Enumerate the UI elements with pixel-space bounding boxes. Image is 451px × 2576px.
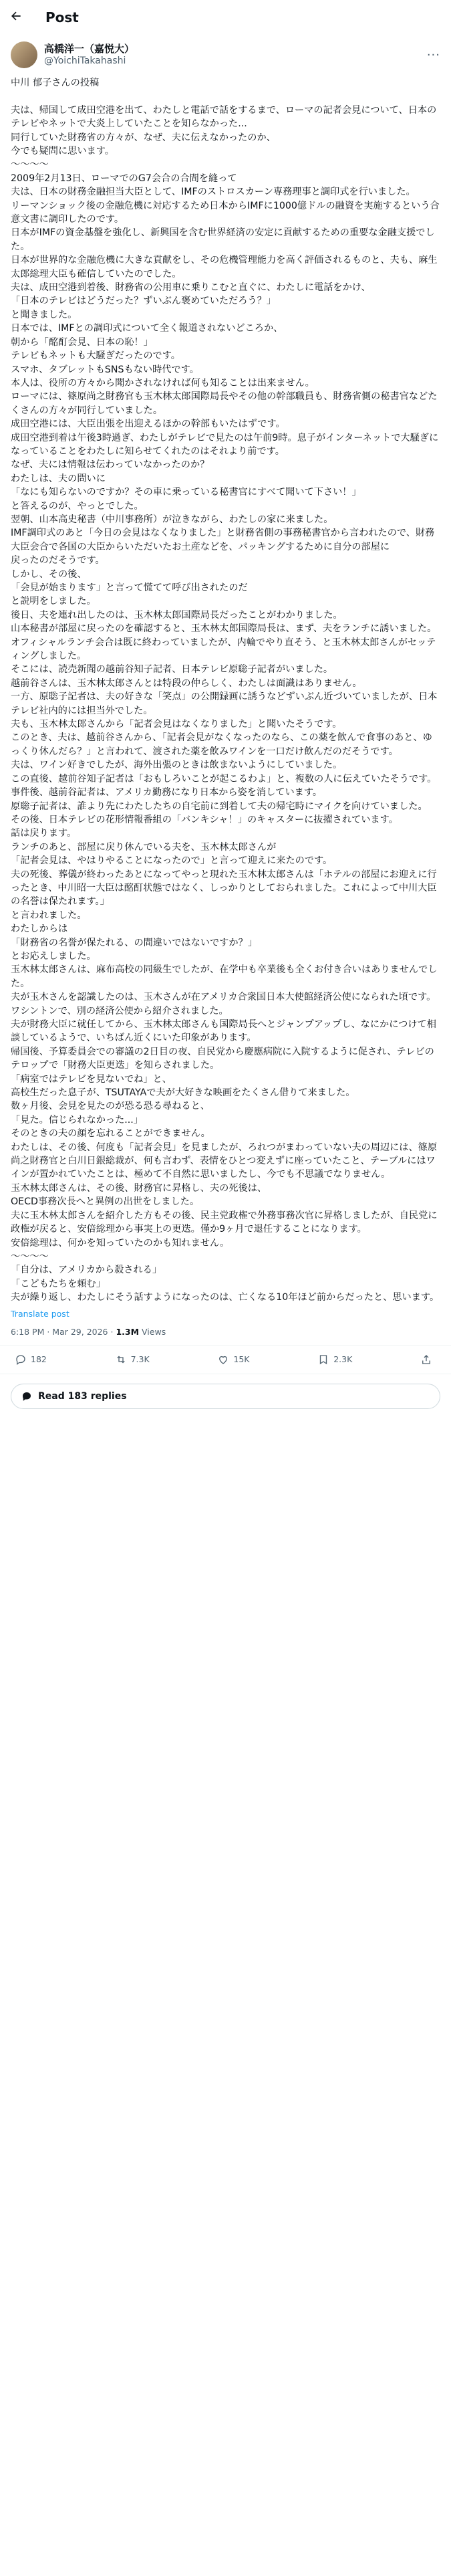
post-text-line: 「なにも知らないのですか？その車に乗っている秘書官にすべて聞いて下さい！」 bbox=[11, 487, 361, 498]
post-text-line: OECD事務次長へと異例の出世をしました。 bbox=[11, 1196, 200, 1208]
post-text-line: 夫に玉木林太郎さんを紹介した方もその後、民主党政権で外務事務次官に昇格しましたが、自民党に政権が戻ると、安倍総理から事実上の更迭。僅か9ヶ月で退任することになります。 bbox=[11, 1210, 438, 1235]
post-text-line: 原聡子記者は、誰より先にわたしたちの自宅前に到着して夫の帰宅時にマイクを向けていました。 bbox=[11, 800, 428, 812]
post-text-line: と答えるのが、やっとでした。 bbox=[11, 500, 144, 512]
post-text-line: 高校生だった息子が、TSUTAYAで夫が大好きな映画をたくさん借りて来ました。 bbox=[11, 1087, 355, 1099]
post-text-line: 越前谷さんは、玉木林太郎さんとは特段の仲らしく、わたしは面識はありません。 bbox=[11, 677, 362, 689]
post-text-line: ランチのあと、部屋に戻り休んでいる夫を、玉木林太郎さんが bbox=[11, 841, 277, 853]
post-text-line bbox=[11, 90, 440, 103]
post-text-line: 「自分は、アメリカから殺される」 bbox=[11, 1265, 162, 1276]
like-count: 15K bbox=[233, 1354, 250, 1365]
back-button[interactable] bbox=[9, 4, 36, 31]
post-text-line: 中川 郁子さんの投稿 bbox=[11, 78, 100, 88]
post-text-line: わたしは、夫の問いに bbox=[11, 473, 106, 484]
replies-section bbox=[0, 1374, 451, 1418]
post-text-line: 同行していた財務省の方々が、なぜ、夫に伝えなかったのか、 bbox=[11, 132, 276, 143]
post-text-line: 一方、原聡子記者は、夫の好きな「笑点」の公開録画に誘うなどずいぶん近づいていましたが、日本テレビ社内的には担当外でした。 bbox=[11, 691, 438, 716]
reply-icon bbox=[15, 1354, 27, 1366]
post-text-line: 話は戻ります。 bbox=[11, 828, 77, 839]
post-text-line: その後、日本テレビの花形情報番組の「バンキシャ！」のキャスターに抜擢されています。 bbox=[11, 814, 398, 825]
post-text-line: 「会見が始まります」と言って慌てて呼び出されたのだ bbox=[11, 582, 248, 594]
post-text-line: 戻ったのだそうです。 bbox=[11, 555, 105, 566]
read-replies-button[interactable] bbox=[11, 1384, 440, 1409]
post-text bbox=[11, 76, 440, 1305]
back-arrow-icon bbox=[9, 9, 23, 25]
post-text-line: 夫は、成田空港到着後、財務省の公用車に乗りこむと直ぐに、わたしに電話をかけ、 bbox=[11, 282, 371, 294]
post-text-line: しかし、その後、 bbox=[11, 568, 87, 580]
post-text-line: 夫の死後、葬儀が終わったあとになってやっと現れた玉木林太郎さんは「ホテルの部屋にお迎えに行ったとき、中川昭一大臣は酩酊状態ではなく、しっかりとしておられました。これによって中川大臣の名誉は保たれます。」 bbox=[11, 869, 437, 907]
post-text-line: 山本秘書が部屋に戻ったのを確認すると、玉木林太郎国際局長は、まず、夫をランチに誘いました。 bbox=[11, 623, 437, 635]
post-text-line: 「記者会見は、やはりやることになったので」と言って迎えに来たのです。 bbox=[11, 855, 333, 867]
share-icon bbox=[420, 1354, 432, 1366]
post-text-line: と説明をしました。 bbox=[11, 596, 96, 607]
author-names bbox=[44, 43, 134, 67]
avatar[interactable] bbox=[11, 41, 37, 68]
post-text-line: スマホ、タブレットもSNSもない時代です。 bbox=[11, 364, 199, 375]
post-text-line: 成田空港到着は午後3時過ぎ、わたしがテレビで見たのは午前9時。息子がインターネットで大騒ぎになっていることをわたしに知らせてくれたのはそれより前です。 bbox=[11, 432, 439, 457]
post-text-line: 成田空港には、大臣出張を出迎えるほかの幹部もいたはずです。 bbox=[11, 419, 285, 430]
post-text-line: と聞きました。 bbox=[11, 309, 78, 320]
post-text-line: わたしからは bbox=[11, 924, 68, 935]
bookmark-count: 2.3K bbox=[333, 1354, 353, 1365]
post-text-line: ワシントンで、別の経済公使から紹介されました。 bbox=[11, 1005, 229, 1016]
more-options-icon[interactable]: ··· bbox=[426, 47, 440, 62]
post-text-line: 後日、夫を連れ出したのは、玉木林太郎国際局長だったことがわかりました。 bbox=[11, 609, 343, 621]
repost-button[interactable] bbox=[115, 1354, 150, 1366]
views-label: Views bbox=[142, 1326, 166, 1337]
post-text-line: と言われました。 bbox=[11, 909, 87, 921]
post-text-line: 玉木林太郎さんは、その後、財務官に昇格し、夫の死後は、 bbox=[11, 1182, 267, 1194]
post-text-line: 「見た。信じられなかった...」 bbox=[11, 1114, 143, 1125]
post-text-line: 「病室ではテレビを見ないでね」と、 bbox=[11, 1073, 172, 1085]
repost-count: 7.3K bbox=[130, 1354, 150, 1365]
post-text-line: ローマには、篠原尚之財務官も玉木林太郎国際局長やその他の幹部職員も、財務省側の秘書官などたくさんの方々が同行していました。 bbox=[11, 391, 438, 416]
post-text-line: このとき、夫は、越前谷さんから、「記者会見がなくなったのなら、この薬を飲んで食事のあと、ゆっくり休んだら？」と言われて、渡された薬を飲みワインを一口だけ飲んだのだそうです。 bbox=[11, 732, 432, 757]
post-text-line: 2009年2月13日、ローマでのG7会合の合間を縫って bbox=[11, 173, 237, 184]
post-text-line: 夫は、ワイン好きでしたが、海外出張のときは飲まないようにしていました。 bbox=[11, 760, 343, 771]
post-text-line: 今でも疑問に思います。 bbox=[11, 146, 114, 157]
post-text-line: 夫が玉木さんを認識したのは、玉木さんが在アメリカ合衆国日本大使館経済公使になられた頃です。 bbox=[11, 992, 436, 1003]
post-text-line: 「こどもたちを頼む」 bbox=[11, 1278, 106, 1289]
post-text-line: 日本が世界的な金融危機に大きな貢献をし、その危機管理能力を高く評価されるものと、夫も、麻生太郎総理大臣も確信していたのでした。 bbox=[11, 255, 438, 280]
translate-post-link[interactable]: Translate post bbox=[11, 1308, 69, 1319]
post-text-line: 日本では、IMFとの調印式について全く報道されないどころか、 bbox=[11, 323, 283, 334]
post-text-line: とお応えしました。 bbox=[11, 950, 96, 962]
repost-icon bbox=[115, 1354, 127, 1366]
post-text-line: 本人は、役所の方々から聞かされなければ何も知ることは出来ません。 bbox=[11, 377, 315, 389]
post-text-line: 安倍総理は、何かを知っていたのかも知れません。 bbox=[11, 1237, 230, 1249]
post-text-line: テレビもネットも大騒ぎだったのです。 bbox=[11, 350, 180, 362]
post-text-line: 「日本のテレビはどうだった？ずいぶん褒めていただろう？」 bbox=[11, 296, 276, 307]
bookmark-button[interactable] bbox=[317, 1354, 352, 1366]
post-text-line: リーマンショック後の金融危機に対応するため日本からIMFに1000億ドルの融資を実施するという合意文書に調印したのです。 bbox=[11, 200, 440, 225]
post-text-line: なぜ、夫には情報は伝わっていなかったのか？ bbox=[11, 459, 210, 471]
post-text-line: オフィシャルランチ会合は既に終わっていましたが、内輪でやり直そう、と玉木林太郎さんがセッティングしました。 bbox=[11, 637, 436, 662]
post-text-line: この直後、越前谷知子記者は「おもしろいことが起こるわよ」と、複数の人に伝えていたそうです。 bbox=[11, 773, 437, 784]
reply-button[interactable] bbox=[15, 1354, 47, 1366]
post-text-line: 日本がIMFの資金基盤を強化し、新興国を含む世界経済の安定に貢献するための重要な金融支援でした。 bbox=[11, 227, 435, 252]
post-text-line: 夫は、帰国して成田空港を出て、わたしと電話で話をするまで、ローマの記者会見について、日本のテレビやネットで大炎上していたことを知らなかった... bbox=[11, 104, 437, 130]
post-text-line: わたしは、その後、何度も「記者会見」を見ましたが、ろれつがまわっていない夫の周辺には、篠原尚之財務官と白川日銀総裁が、何も言わず、表情をひとつ変えずに座っていたこと、テーブルにはワインが置かれていたことは、極めて不自然に思いましたし、今でも不思議でなりません。 bbox=[11, 1142, 438, 1180]
post-timestamp[interactable]: 6:18 PM · Mar 29, 2026 bbox=[11, 1326, 108, 1337]
action-bar bbox=[0, 1346, 451, 1374]
heart-icon bbox=[217, 1354, 229, 1366]
post-text-line: 帰国後、予算委員会での審議の2日目の夜、自民党から慶應病院に入院するように促され、テレビのテロップで「財務大臣更迭」を知らされました。 bbox=[11, 1046, 434, 1071]
post-text-line: 事件後、越前谷記者は、アメリカ勤務になり日本から姿を消しています。 bbox=[11, 787, 323, 798]
post-text-line: 夫が繰り返し、わたしにそう話すようになったのは、亡くなる10年ほど前からだったと、思います。 bbox=[11, 1292, 440, 1303]
post-text-line: 玉木林太郎さんは、麻布高校の同級生でしたが、在学中も卒業後も全くお付き合いはありませんでした。 bbox=[11, 964, 438, 989]
like-button[interactable] bbox=[217, 1354, 249, 1366]
post-text-line: 夫は、日本の財務金融担当大臣として、IMFのストロスカーン専務理事と調印式を行いました。 bbox=[11, 187, 416, 198]
post-text-line: 数ヶ月後、会見を見たのが恐る恐る尋ねると、 bbox=[11, 1101, 210, 1112]
bookmark-icon bbox=[317, 1354, 329, 1366]
post-text-line: IMF調印式のあと「今日の会見はなくなりました」と財務省側の事務秘書官から言われたので、財務大臣会合で各国の大臣からいただいたお土産などを、パッキングするために自分の部屋に bbox=[11, 528, 435, 552]
post-text-line: そのときの夫の顔を忘れることができません。 bbox=[11, 1128, 210, 1140]
post-text-line: そこには、読売新聞の越前谷知子記者、日本テレビ原聡子記者がいました。 bbox=[11, 664, 333, 675]
post-text-line: 〜〜〜〜 bbox=[11, 1251, 49, 1262]
author-handle[interactable]: @YoichiTakahashi bbox=[44, 55, 126, 66]
page-title: Post bbox=[45, 9, 79, 25]
post-text-line: 翌朝、山本高史秘書（中川事務所）が泣きながら、わたしの家に来ました。 bbox=[11, 514, 333, 525]
views-count: 1.3M bbox=[116, 1326, 140, 1337]
post-body bbox=[0, 72, 451, 1319]
post-meta: 6:18 PM · Mar 29, 2026 · 1.3M Views bbox=[0, 1319, 451, 1346]
share-button[interactable] bbox=[420, 1354, 436, 1366]
read-replies-label: Read 183 replies bbox=[38, 1390, 127, 1402]
author-display-name[interactable]: 高橋洋一（嘉悦大） bbox=[44, 42, 135, 55]
post-text-line: 〜〜〜〜 bbox=[11, 159, 49, 171]
post-text-line: 「財務省の名誉が保たれる、の間違いではないですか？」 bbox=[11, 937, 257, 948]
post-author bbox=[0, 35, 451, 72]
top-bar bbox=[0, 0, 451, 35]
reply-count: 182 bbox=[31, 1354, 47, 1365]
post-text-line: 夫も、玉木林太郎さんから「記者会見はなくなりました」と聞いたそうです。 bbox=[11, 719, 342, 730]
post-text-line: 朝から「酩酊会見、日本の恥！」 bbox=[11, 336, 153, 348]
post-text-line: 夫が財務大臣に就任してから、玉木林太郎さんも国際局長へとジャンプアップし、なにかにつけて相談しているようで、いちばん近くにいた印象があります。 bbox=[11, 1019, 436, 1044]
chat-bubble-icon bbox=[21, 1390, 33, 1402]
